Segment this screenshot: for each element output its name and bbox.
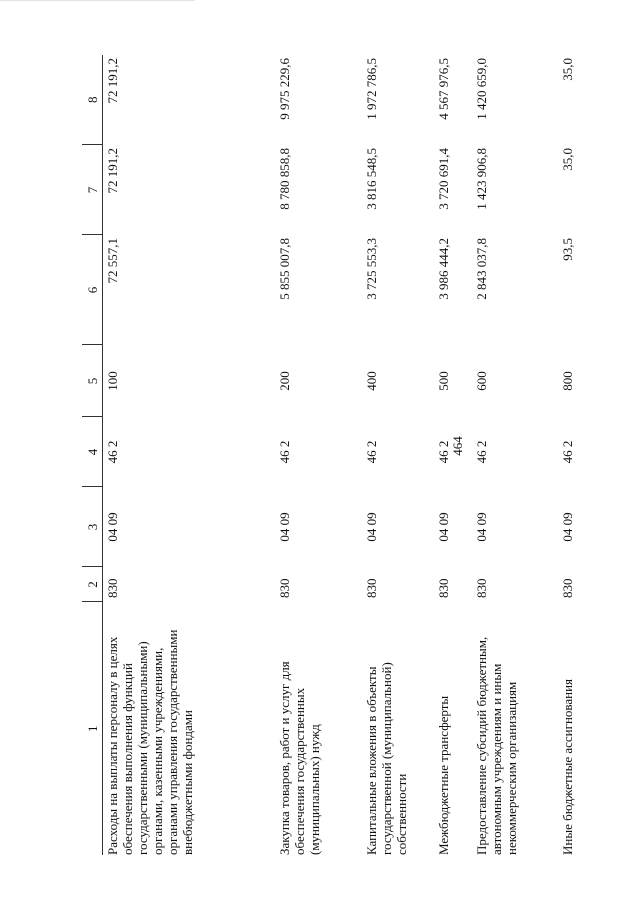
row-value-col7: 3 816 548,5 xyxy=(364,148,379,210)
row-section-code: 04 09 xyxy=(277,512,292,542)
row-value-col7: 72 191,2 xyxy=(105,148,120,194)
row-ministry-code: 830 xyxy=(105,578,120,598)
row-value-col8: 1 972 786,5 xyxy=(364,58,379,120)
row-expense-type: 200 xyxy=(277,371,292,391)
row-ministry-code: 830 xyxy=(364,578,379,598)
page-number: 464 xyxy=(450,436,465,456)
top-edge-line xyxy=(0,0,195,1)
header-row xyxy=(82,55,103,855)
rotated-table-frame xyxy=(82,55,577,855)
header-col-5: 5 xyxy=(82,345,103,417)
row-value-col6: 3 725 553,3 xyxy=(364,238,379,300)
header-col-6: 6 xyxy=(82,235,103,345)
row-value-col6: 93,5 xyxy=(560,238,575,261)
row-value-col7: 1 423 906,8 xyxy=(474,148,489,210)
table-row xyxy=(472,55,558,855)
row-value-col6: 72 557,1 xyxy=(105,238,120,284)
row-name: Предоставление субсидий бюджетным, автономным учреждениям и иным некоммерческим организациям xyxy=(474,636,519,855)
row-target-code: 46 2 xyxy=(436,440,451,464)
row-value-col7: 3 720 691,4 xyxy=(436,148,451,210)
row-expense-type: 100 xyxy=(105,371,120,391)
row-value-col6: 3 986 444,2 xyxy=(436,238,451,300)
row-ministry-code: 830 xyxy=(436,578,451,598)
row-target-code: 46 2 xyxy=(105,440,120,464)
row-value-col6: 2 843 037,8 xyxy=(474,238,489,300)
header-col-1: 1 xyxy=(82,602,103,855)
row-name: Межбюджетные трансферты xyxy=(436,695,451,855)
row-expense-type: 800 xyxy=(560,371,575,391)
row-ministry-code: 830 xyxy=(560,578,575,598)
row-expense-type: 500 xyxy=(436,371,451,391)
row-section-code: 04 09 xyxy=(474,512,489,542)
table-row xyxy=(558,55,588,855)
row-value-col8: 1 420 659,0 xyxy=(474,58,489,120)
header-col-3: 3 xyxy=(82,487,103,567)
row-section-code: 04 09 xyxy=(364,512,379,542)
table-body xyxy=(103,55,589,855)
row-value-col6: 5 855 007,8 xyxy=(277,238,292,300)
row-ministry-code: 830 xyxy=(474,578,489,598)
row-section-code: 04 09 xyxy=(560,512,575,542)
row-section-code: 04 09 xyxy=(436,512,451,542)
table-row xyxy=(434,55,472,855)
header-col-8: 8 xyxy=(82,55,103,145)
header-col-4: 4 xyxy=(82,417,103,487)
table-header xyxy=(82,55,103,855)
row-target-code: 46 2 xyxy=(277,440,292,464)
row-ministry-code: 830 xyxy=(277,578,292,598)
table-row xyxy=(275,55,362,855)
header-col-2: 2 xyxy=(82,567,103,602)
row-name: Капитальные вложения в объекты государственной (муниципальной) собственности xyxy=(364,662,409,855)
row-value-col8: 9 975 229,6 xyxy=(277,58,292,120)
row-name: Иные бюджетные ассигнования xyxy=(560,678,575,855)
row-target-code: 46 2 xyxy=(474,440,489,464)
row-value-col7: 8 780 858,8 xyxy=(277,148,292,210)
row-section-code: 04 09 xyxy=(105,512,120,542)
table-row xyxy=(362,55,434,855)
row-target-code: 46 2 xyxy=(560,440,575,464)
row-value-col8: 35,0 xyxy=(560,58,575,81)
row-name: Закупка товаров, работ и услуг для обеспечения государственных (муниципальных) нужд xyxy=(277,661,322,855)
row-name: Расходы на выплаты персоналу в целях обеспечения выполнения функций государственными (муниципальными) органами, казенными учреждениями, органами управления государственными внебюджетными фондами xyxy=(105,629,195,855)
row-target-code: 46 2 xyxy=(364,440,379,464)
budget-table xyxy=(82,55,588,855)
row-expense-type: 600 xyxy=(474,371,489,391)
row-value-col7: 35,0 xyxy=(560,148,575,171)
header-col-7: 7 xyxy=(82,145,103,235)
row-value-col8: 4 567 976,5 xyxy=(436,58,451,120)
row-value-col8: 72 191,2 xyxy=(105,58,120,104)
row-expense-type: 400 xyxy=(364,371,379,391)
table-row xyxy=(103,55,276,855)
